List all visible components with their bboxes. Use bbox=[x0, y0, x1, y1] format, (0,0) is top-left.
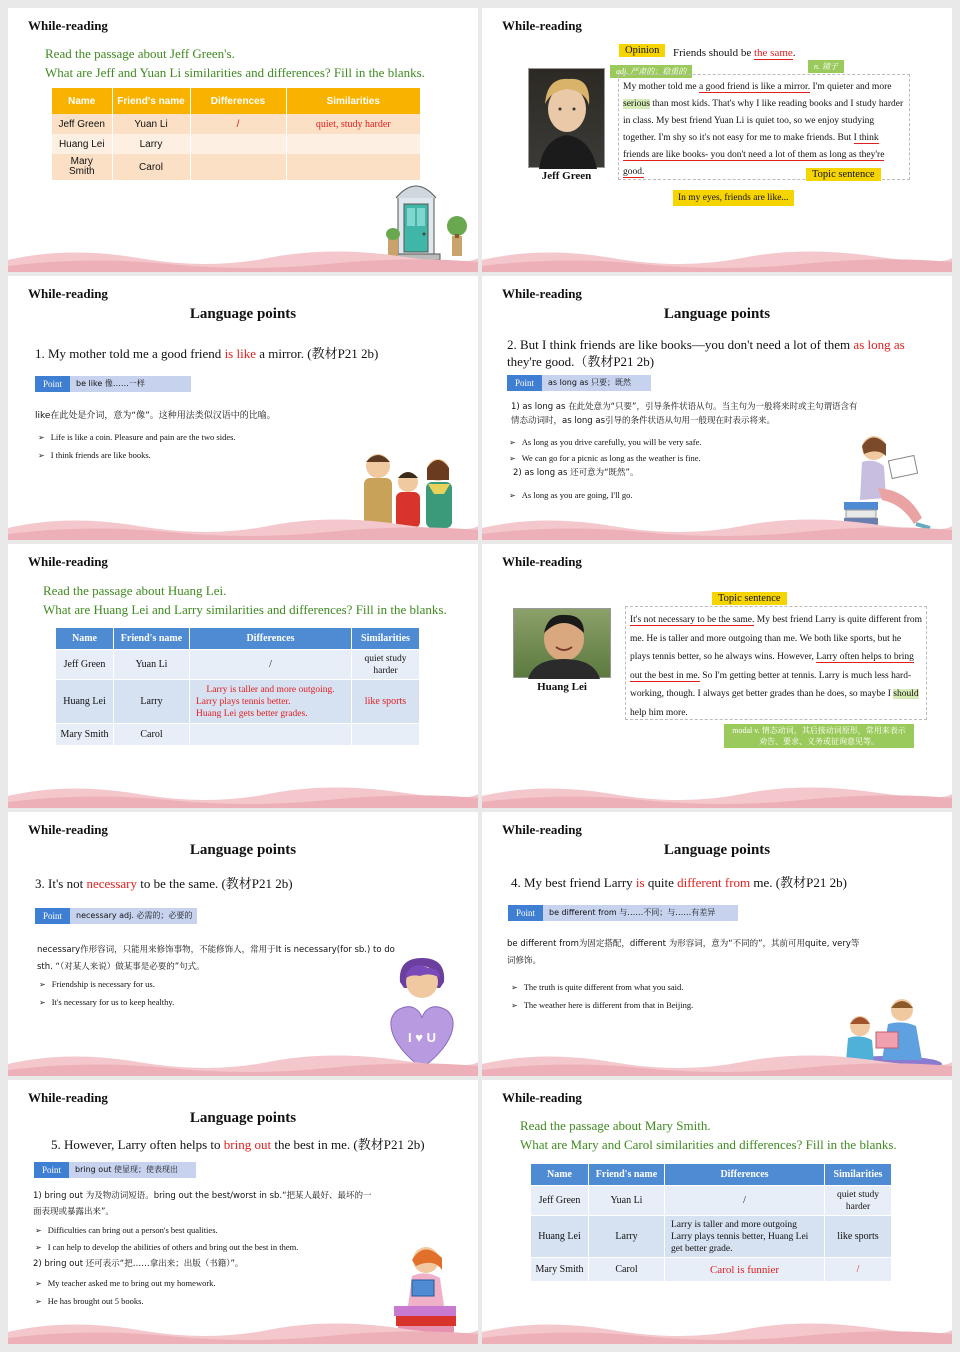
table-header: Differences bbox=[190, 628, 352, 650]
point-bar bbox=[35, 376, 191, 392]
heart-text: I ♥ U bbox=[408, 1030, 436, 1045]
table-row bbox=[56, 650, 420, 680]
example-1: ➢ Difficulties can bring out a person's best qualities. bbox=[35, 1224, 218, 1237]
point-tag: Point bbox=[35, 376, 70, 392]
table-row bbox=[531, 1258, 892, 1282]
jeff-green-caption: Jeff Green bbox=[541, 170, 592, 182]
point-text: necessary adj. 必需的；必要的 bbox=[76, 911, 193, 920]
table-cell: Huang Lei bbox=[531, 1216, 589, 1258]
table-cell: Mary Smith bbox=[531, 1258, 589, 1282]
topic-sentence-label: Topic sentence bbox=[712, 592, 787, 605]
table-header: Similarities bbox=[825, 1164, 892, 1186]
table-cell: like sports bbox=[825, 1216, 892, 1258]
table-header: Name bbox=[56, 628, 114, 650]
table-cell: / bbox=[190, 114, 286, 134]
wave-decoration bbox=[8, 514, 478, 540]
example-2: ➢ The weather here is different from that in Beijing. bbox=[511, 999, 693, 1012]
table-header: Differences bbox=[665, 1164, 825, 1186]
table-cell: / bbox=[190, 650, 352, 680]
example-2: ➢ I can help to develop the abilities of others and bring out the best in them. bbox=[35, 1241, 298, 1254]
example-2: ➢ I think friends are like books. bbox=[38, 449, 151, 462]
example-2: ➢ It's necessary for us to keep healthy. bbox=[39, 996, 174, 1009]
section-tag: While-reading bbox=[502, 286, 582, 301]
example-3: ➢ My teacher asked me to bring out my homework. bbox=[35, 1277, 216, 1290]
wave-decoration bbox=[8, 246, 478, 272]
point-tag: Point bbox=[34, 1162, 69, 1178]
section-tag: While-reading bbox=[28, 286, 108, 301]
wave-decoration bbox=[8, 1050, 478, 1076]
slide-5 bbox=[8, 544, 478, 808]
similarity-table bbox=[530, 1163, 892, 1282]
table-cell: Carol bbox=[114, 724, 190, 746]
opinion-sentence: Friends should be the same. bbox=[673, 47, 796, 59]
explanation: necessary作形容词，只能用来修饰事物，不能修饰人，常用于It is necessary(for sb.) to do sth. “（对某人来说）做某事是必要的”句式。 bbox=[37, 945, 395, 972]
language-points-title: Language points bbox=[663, 842, 771, 858]
point-heading: 5. However, Larry often helps to bring out the best in me. (教材P21 2b) bbox=[51, 1137, 425, 1152]
slide-9 bbox=[8, 1080, 478, 1344]
table-cell: Jeff Green bbox=[531, 1186, 589, 1216]
table-row bbox=[52, 154, 421, 180]
section-tag: While-reading bbox=[28, 554, 108, 569]
table-cell: Carol bbox=[112, 154, 190, 180]
table-cell: Yuan Li bbox=[112, 114, 190, 134]
adj-note: adj. 严肃的；稳重的 bbox=[610, 65, 692, 78]
table-cell: Mary Smith bbox=[52, 154, 112, 180]
opinion-label: Opinion bbox=[619, 44, 665, 57]
table-cell bbox=[190, 680, 352, 724]
table-cell: Larry bbox=[114, 680, 190, 724]
example-1: ➢ The truth is quite different from what you said. bbox=[511, 981, 683, 994]
language-points-title: Language points bbox=[189, 306, 297, 322]
example-1: ➢ Friendship is necessary for us. bbox=[39, 978, 155, 991]
example-4: ➢ He has brought out 5 books. bbox=[35, 1295, 144, 1308]
example-2: ➢ We can go for a picnic as long as the weather is fine. bbox=[509, 452, 701, 465]
slide-4 bbox=[482, 276, 952, 540]
table-header: Similarities bbox=[286, 88, 421, 114]
point-text: bring out 使显现；使表现出 bbox=[75, 1165, 178, 1174]
table-cell: Larry bbox=[112, 134, 190, 154]
explanation-2: 2) bring out 还可表示“把……拿出来；出版（书籍）”。 bbox=[33, 1259, 244, 1269]
eyes-prompt: In my eyes, friends are like... bbox=[673, 190, 794, 206]
huang-lei-passage: It's not necessary to be the same. My best friend Larry is quite different from me. He is taller and more outgoing than me. We both like sports, but he plays tennis better, so he always wins. However, Larry often helps to bring out the best in me. So I'm getting better at tennis. Larry is much less hard-working, though. I always get better grades than he does, so maybe I should help him more. bbox=[625, 606, 927, 720]
wave-decoration bbox=[482, 514, 952, 540]
table-row bbox=[56, 724, 420, 746]
point-text: as long as 只要；既然 bbox=[548, 378, 632, 387]
example-1: ➢ As long as you drive carefully, you will be very safe. bbox=[509, 436, 702, 449]
table-header: Name bbox=[531, 1164, 589, 1186]
similarity-table bbox=[55, 627, 420, 746]
table-header: Similarities bbox=[352, 628, 420, 650]
table-cell: Larry bbox=[589, 1216, 665, 1258]
section-tag: While-reading bbox=[502, 1090, 582, 1105]
slide-10 bbox=[482, 1080, 952, 1344]
language-points-title: Language points bbox=[189, 1110, 297, 1126]
table-cell: Jeff Green bbox=[52, 114, 112, 134]
point-heading: 2. But I think friends are like books—you don't need a lot of them as long as they're good.（教材P21 2b) bbox=[507, 337, 905, 369]
table-cell: Mary Smith bbox=[56, 724, 114, 746]
noun-note: n. 镜子 bbox=[808, 60, 844, 73]
point-bar bbox=[34, 1162, 196, 1178]
huang-lei-photo bbox=[513, 608, 611, 678]
table-header: Name bbox=[52, 88, 112, 114]
topic-sentence-label: Topic sentence bbox=[806, 168, 881, 181]
section-tag: While-reading bbox=[502, 18, 582, 33]
modal-note: modal v. 情态动词，其后接动词原形，常用来表示劝告、要求、义务或征询意见等。 bbox=[724, 724, 914, 748]
explanation-1: 1) as long as 在此处意为“只要”，引导条件状语从句。当主句为一般将来时或主句谓语含有情态动词时，as long as引导的条件状语从句用一般现在时表示将来。 bbox=[511, 402, 858, 426]
table-cell: Jeff Green bbox=[56, 650, 114, 680]
table-cell: Carol is funnier bbox=[665, 1258, 825, 1282]
slide-8 bbox=[482, 812, 952, 1076]
point-tag: Point bbox=[508, 905, 543, 921]
slide-2 bbox=[482, 8, 952, 272]
table-cell: like sports bbox=[352, 680, 420, 724]
instruction-2: What are Mary and Carol similarities and differences? Fill in the blanks. bbox=[520, 1137, 897, 1152]
table-header: Friend's name bbox=[112, 88, 190, 114]
table-cell: Yuan Li bbox=[589, 1186, 665, 1216]
point-text: be different from 与……不同；与……有差异 bbox=[549, 908, 716, 917]
section-tag: While-reading bbox=[28, 1090, 108, 1105]
example-3: ➢ As long as you are going, I'll go. bbox=[509, 489, 633, 502]
explanation: be different from为固定搭配，different 为形容词，意为“不同的”，其前可用quite, very等词修饰。 bbox=[507, 939, 860, 966]
explanation: like在此处是介词，意为“像”。这种用法类似汉语中的比喻。 bbox=[35, 411, 276, 421]
slide-1 bbox=[8, 8, 478, 272]
wave-decoration bbox=[482, 782, 952, 808]
point-heading: 1. My mother told me a good friend is like a mirror. (教材P21 2b) bbox=[35, 346, 379, 361]
point-tag: Point bbox=[507, 375, 542, 391]
instruction-1: Read the passage about Mary Smith. bbox=[520, 1118, 711, 1133]
instruction-2: What are Huang Lei and Larry similarities and differences? Fill in the blanks. bbox=[43, 602, 447, 617]
example-1: ➢ Life is like a coin. Pleasure and pain are the two sides. bbox=[38, 431, 236, 444]
point-bar bbox=[508, 905, 738, 921]
point-tag: Point bbox=[35, 908, 70, 924]
table-row bbox=[531, 1216, 892, 1258]
slide-7 bbox=[8, 812, 478, 1076]
difference-line: Larry is taller and more outgoing. bbox=[206, 684, 335, 695]
wave-decoration bbox=[482, 1050, 952, 1076]
slide-3 bbox=[8, 276, 478, 540]
table-row bbox=[52, 114, 421, 134]
table-cell: / bbox=[665, 1186, 825, 1216]
table-cell bbox=[190, 134, 286, 154]
instruction-2: What are Jeff and Yuan Li similarities and differences? Fill in the blanks. bbox=[45, 65, 425, 80]
table-row bbox=[56, 680, 420, 724]
wave-decoration bbox=[482, 1318, 952, 1344]
table-row bbox=[52, 134, 421, 154]
point-text: be like 像……一样 bbox=[76, 379, 145, 388]
jeff-green-photo bbox=[528, 68, 605, 168]
wave-decoration bbox=[8, 782, 478, 808]
table-cell: quiet study harder bbox=[352, 650, 420, 680]
point-heading: 4. My best friend Larry is quite different from me. (教材P21 2b) bbox=[511, 875, 847, 890]
wave-decoration bbox=[8, 1318, 478, 1344]
table-header: Friend's name bbox=[589, 1164, 665, 1186]
section-tag: While-reading bbox=[28, 822, 108, 837]
explanation-2: 2) as long as 还可意为“既然”。 bbox=[513, 468, 639, 478]
table-cell: Larry is taller and more outgoing Larry plays tennis better, Huang Lei get better grade. bbox=[665, 1216, 825, 1258]
table-cell bbox=[190, 724, 352, 746]
point-heading: 3. It's not necessary to be the same. (教材P21 2b) bbox=[35, 876, 293, 891]
similarity-table bbox=[52, 88, 421, 180]
point-bar bbox=[507, 375, 651, 391]
table-cell: quiet, study harder bbox=[286, 114, 421, 134]
point-bar bbox=[35, 908, 197, 924]
instruction-1: Read the passage about Huang Lei. bbox=[43, 583, 227, 598]
table-cell: quiet study harder bbox=[825, 1186, 892, 1216]
slide-6 bbox=[482, 544, 952, 808]
table-cell: / bbox=[825, 1258, 892, 1282]
jeff-passage: My mother told me a good friend is like a mirror. I'm quieter and more serious than most kids. That's why I like reading books and I study harder in class. My best friend Yuan Li is quiet too, so we enjoy studying together. I'm shy so it's not easy for me to make friends. But I think friends are like books- you don't need a lot of them as long as they're good. bbox=[618, 74, 910, 180]
huang-lei-caption: Huang Lei bbox=[537, 681, 587, 693]
difference-line: Larry plays tennis better. bbox=[196, 696, 291, 707]
table-cell: Huang Lei bbox=[52, 134, 112, 154]
table-cell bbox=[352, 724, 420, 746]
language-points-title: Language points bbox=[663, 306, 771, 322]
explanation-1: 1) bring out 为及物动词短语。bring out the best/worst in sb.“把某人最好、最坏的一面表现或暴露出来”。 bbox=[33, 1191, 372, 1217]
instruction-1: Read the passage about Jeff Green's. bbox=[45, 46, 235, 61]
table-cell bbox=[286, 134, 421, 154]
section-tag: While-reading bbox=[502, 822, 582, 837]
section-tag: While-reading bbox=[502, 554, 582, 569]
table-header: Friend's name bbox=[114, 628, 190, 650]
table-cell: Huang Lei bbox=[56, 680, 114, 724]
table-cell bbox=[190, 154, 286, 180]
difference-line: Huang Lei gets better grades. bbox=[196, 708, 308, 719]
table-row bbox=[531, 1186, 892, 1216]
table-header: Differences bbox=[190, 88, 286, 114]
section-tag: While-reading bbox=[28, 18, 108, 33]
table-cell: Yuan Li bbox=[114, 650, 190, 680]
wave-decoration bbox=[482, 246, 952, 272]
table-cell: Carol bbox=[589, 1258, 665, 1282]
language-points-title: Language points bbox=[189, 842, 297, 858]
